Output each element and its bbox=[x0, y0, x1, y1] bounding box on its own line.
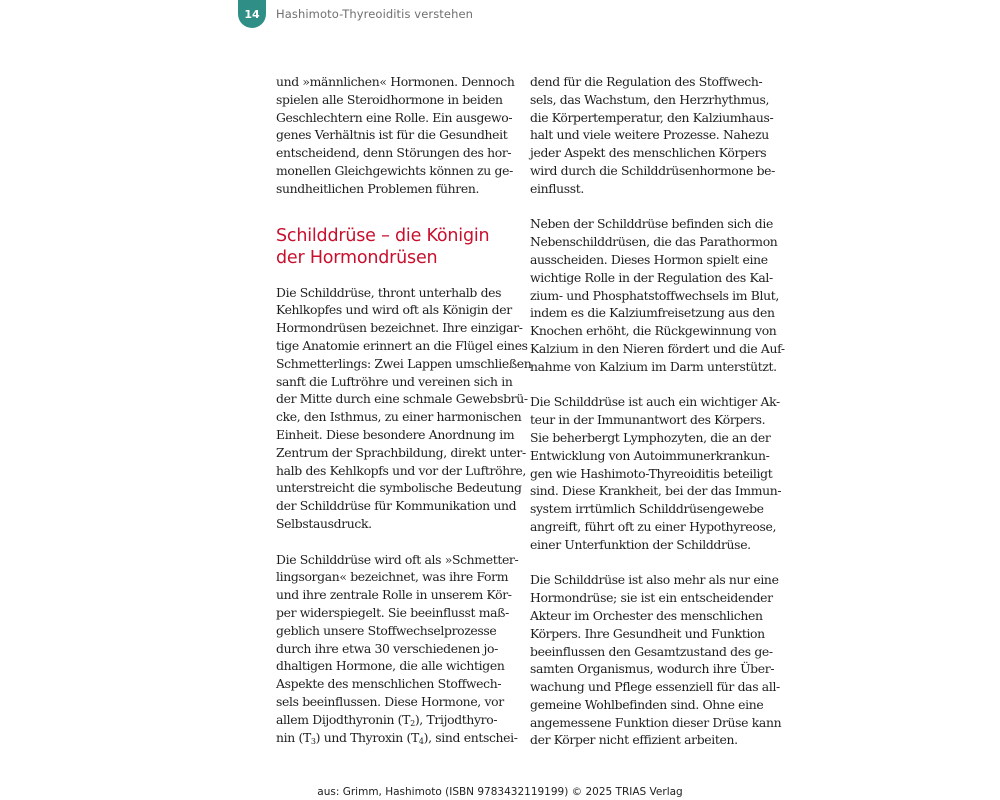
text-line: sels beeinflussen. Diese Hormone, vor bbox=[276, 693, 504, 709]
page-header bbox=[238, 0, 473, 28]
text-line: Geschlechtern eine Rolle. Ein ausgewo- bbox=[276, 109, 513, 125]
text-line: Knochen erhöht, die Rückgewinnung von bbox=[530, 323, 777, 339]
right-column bbox=[530, 73, 785, 749]
text-line: ausscheiden. Dieses Hormon spielt eine bbox=[530, 251, 768, 267]
regulation-paragraph bbox=[530, 73, 775, 198]
line-segment: ), sind entschei- bbox=[423, 729, 518, 745]
text-line: der Mitte durch eine schmale Gewebsbrü- bbox=[276, 391, 528, 407]
section-heading bbox=[276, 225, 508, 270]
text-line: sundheitlichen Problemen führen. bbox=[276, 180, 480, 196]
text-line: halt und viele weitere Prozesse. Nahezu bbox=[530, 127, 769, 143]
text-line: die Körpertemperatur, den Kalziumhaus- bbox=[530, 109, 774, 125]
source-footer: aus: Grimm, Hashimoto (ISBN 9783432119199) © 2025 TRIAS Verlag bbox=[317, 786, 683, 798]
heading-line: Schilddrüse – die Königin bbox=[276, 225, 490, 246]
left-column bbox=[276, 73, 532, 746]
text-line: monellen Gleichgewichts können zu ge- bbox=[276, 162, 513, 178]
immune-paragraph bbox=[530, 393, 782, 553]
text-line: Hormondrüsen bezeichnet. Ihre einzigar- bbox=[276, 320, 523, 336]
text-line: gemeine Wohlbefinden sind. Ohne eine bbox=[530, 696, 764, 712]
text-line: angreift, führt oft zu einer Hypothyreose, bbox=[530, 518, 777, 534]
text-line-hormones-t3-t4 bbox=[276, 729, 518, 747]
text-line: gen wie Hashimoto-Thyreoiditis beteiligt bbox=[530, 465, 773, 481]
text-line: und »männlichen« Hormonen. Dennoch bbox=[276, 74, 515, 89]
text-line: Schmetterlings: Zwei Lappen umschließen bbox=[276, 355, 532, 371]
text-line: Die Schilddrüse ist auch ein wichtiger Ak- bbox=[530, 394, 780, 410]
anatomy-paragraph bbox=[276, 284, 532, 533]
text-line: Sie beherbergt Lymphozyten, die an der bbox=[530, 429, 771, 445]
line-segment: ) und Thyroxin (T bbox=[315, 729, 419, 745]
text-line: tige Anatomie erinnert an die Flügel eines bbox=[276, 337, 528, 353]
text-line: und ihre zentrale Rolle in unserem Kör- bbox=[276, 587, 512, 603]
text-line: cke, den Isthmus, zu einer harmonischen bbox=[276, 409, 522, 425]
text-line: sind. Diese Krankheit, bei der das Immun- bbox=[530, 483, 782, 499]
text-line: system irrtümlich Schilddrüsengewebe bbox=[530, 501, 764, 517]
text-line: wird durch die Schilddrüsenhormone be- bbox=[530, 162, 775, 178]
text-line: wachung und Pflege essenziell für das all- bbox=[530, 679, 780, 695]
text-line: Aspekte des menschlichen Stoffwech- bbox=[276, 676, 502, 692]
text-line: beeinflussen den Gesamtzustand des ge- bbox=[530, 643, 773, 659]
text-line: lingsorgan« bezeichnet, was ihre Form bbox=[276, 569, 509, 585]
text-line: dend für die Regulation des Stoffwech- bbox=[530, 74, 763, 89]
page-number-badge: 14 bbox=[238, 0, 266, 28]
text-line: Die Schilddrüse wird oft als »Schmetter- bbox=[276, 551, 519, 567]
text-line: unterstreicht die symbolische Bedeutung bbox=[276, 480, 522, 496]
parathyroid-paragraph bbox=[530, 215, 785, 375]
text-line: Die Schilddrüse ist also mehr als nur eine bbox=[530, 572, 779, 588]
line-segment: ), Trijodthyro- bbox=[414, 711, 498, 727]
text-line: Akteur im Orchester des menschlichen bbox=[530, 607, 763, 623]
text-line: dhaltigen Hormone, die alle wichtigen bbox=[276, 658, 505, 674]
text-line: der Schilddrüse für Kommunikation und bbox=[276, 498, 517, 514]
text-line: Einheit. Diese besondere Anordnung im bbox=[276, 426, 515, 442]
text-line: Entwicklung von Autoimmunerkrankun- bbox=[530, 447, 770, 463]
line-segment: nin (T bbox=[276, 729, 311, 745]
text-line: einflusst. bbox=[530, 180, 584, 196]
text-line: Kalzium in den Nieren fördert und die Auf- bbox=[530, 340, 785, 356]
running-title: Hashimoto-Thyreoiditis verstehen bbox=[276, 7, 474, 21]
text-line: sels, das Wachstum, den Herzrhythmus, bbox=[530, 91, 770, 107]
text-line: Hormondrüse; sie ist ein entscheidender bbox=[530, 590, 773, 606]
text-line-hormones-t2 bbox=[276, 711, 508, 729]
text-line: geblich unsere Stoffwechselprozesse bbox=[276, 622, 497, 638]
text-line: per widerspiegelt. Sie beeinflusst maß- bbox=[276, 604, 509, 620]
text-line: durch ihre etwa 30 verschiedenen jo- bbox=[276, 640, 498, 656]
text-line: Nebenschilddrüsen, die das Parathormon bbox=[530, 234, 778, 250]
text-line: Kehlkopfes und wird oft als Königin der bbox=[276, 302, 512, 318]
heading-line: der Hormondrüsen bbox=[276, 248, 438, 269]
line-segment: allem Dijodthyronin (T bbox=[276, 711, 411, 727]
subscript: 4 bbox=[418, 736, 424, 746]
text-line: Selbstausdruck. bbox=[276, 515, 372, 531]
text-line: angemessene Funktion dieser Drüse kann bbox=[530, 714, 782, 730]
text-line: halb des Kehlkopfs und vor der Luftröhre, bbox=[276, 462, 527, 478]
intro-paragraph bbox=[276, 73, 515, 198]
text-line: nahme von Kalzium im Darm unterstützt. bbox=[530, 358, 777, 374]
text-line: Die Schilddrüse, thront unterhalb des bbox=[276, 284, 502, 300]
text-line: sanft die Luftröhre und vereinen sich in bbox=[276, 373, 513, 389]
text-line: wichtige Rolle in der Regulation des Kal- bbox=[530, 269, 773, 285]
text-line: einer Unterfunktion der Schilddrüse. bbox=[530, 536, 751, 552]
text-line: Körpers. Ihre Gesundheit und Funktion bbox=[530, 625, 765, 641]
text-line: spielen alle Steroidhormone in beiden bbox=[276, 91, 503, 107]
text-line: teur in der Immunantwort des Körpers. bbox=[530, 412, 766, 428]
text-line: der Körper nicht effizient arbeiten. bbox=[530, 732, 738, 748]
text-line: entscheidend, denn Störungen des hor- bbox=[276, 145, 512, 161]
text-line: Neben der Schilddrüse befinden sich die bbox=[530, 216, 773, 232]
text-line: zium- und Phosphatstoffwechsels im Blut, bbox=[530, 287, 779, 303]
butterfly-organ-paragraph bbox=[276, 551, 519, 747]
text-line: genes Verhältnis ist für die Gesundheit bbox=[276, 127, 508, 143]
text-line: jeder Aspekt des menschlichen Körpers bbox=[530, 145, 767, 161]
text-line: indem es die Kalziumfreisetzung aus den bbox=[530, 305, 775, 321]
subscript: 3 bbox=[310, 736, 316, 746]
text-line: samten Organismus, wodurch ihre Über- bbox=[530, 661, 775, 677]
subscript: 2 bbox=[410, 718, 415, 728]
summary-paragraph bbox=[530, 571, 782, 749]
text-line: Zentrum der Sprachbildung, direkt unter- bbox=[276, 444, 526, 460]
